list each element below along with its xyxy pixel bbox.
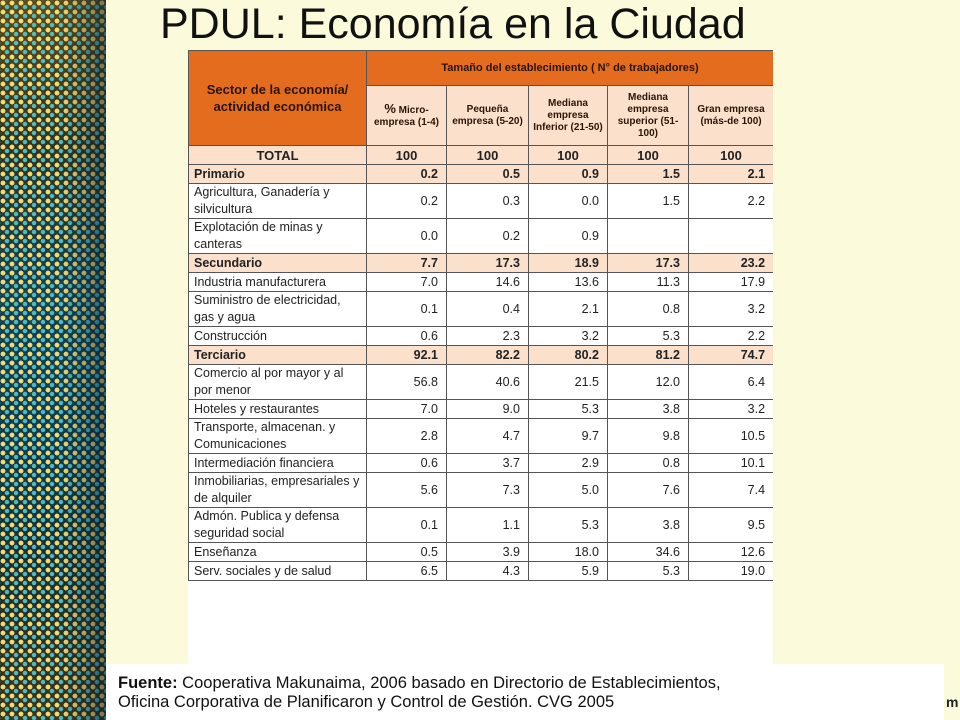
table-cell: 12.0	[608, 365, 689, 400]
row-label: Secundario	[189, 254, 367, 273]
table-row	[189, 454, 774, 473]
table-cell: 5.6	[367, 473, 447, 508]
row-label: Comercio al por mayor y al por menor	[189, 365, 367, 400]
economy-table-container	[188, 50, 773, 672]
row-label: Inmobiliarias, empresariales y de alquiler	[189, 473, 367, 508]
decorative-strip-fade	[60, 0, 106, 720]
table-cell: 92.1	[367, 346, 447, 365]
table-row	[189, 327, 774, 346]
table-cell: 56.8	[367, 365, 447, 400]
table-cell: 4.7	[447, 419, 529, 454]
header-column-2	[529, 86, 608, 146]
table-row-total	[189, 146, 774, 165]
table-cell: 2.1	[689, 165, 774, 184]
table-cell	[689, 219, 774, 254]
row-label: Suministro de electricidad, gas y agua	[189, 292, 367, 327]
table-cell: 5.0	[529, 473, 608, 508]
table-cell: 0.9	[529, 219, 608, 254]
corner-text: m	[946, 694, 959, 710]
header-column-label: Micro-empresa (1-4)	[373, 104, 440, 128]
table-cell: 5.9	[529, 562, 608, 581]
table-cell: 0.5	[447, 165, 529, 184]
table-cell: 18.0	[529, 543, 608, 562]
table-cell: 0.8	[608, 292, 689, 327]
table-cell: 34.6	[608, 543, 689, 562]
header-column-label: Pequeña empresa (5-20)	[452, 103, 523, 127]
header-column-1	[447, 86, 529, 146]
table-cell: 7.3	[447, 473, 529, 508]
slide-title: PDUL: Economía en la Ciudad	[160, 0, 746, 48]
table-cell: 7.0	[367, 273, 447, 292]
row-label: Serv. sociales y de salud	[189, 562, 367, 581]
total-cell: 100	[447, 146, 529, 165]
table-cell: 3.7	[447, 454, 529, 473]
table-cell: 6.4	[689, 365, 774, 400]
table-cell: 5.3	[608, 562, 689, 581]
table-cell: 74.7	[689, 346, 774, 365]
table-cell: 17.9	[689, 273, 774, 292]
header-column-label: Gran empresa (más-de 100)	[697, 103, 765, 127]
table-cell: 81.2	[608, 346, 689, 365]
table-row	[189, 473, 774, 508]
header-column-4	[689, 86, 774, 146]
table-cell: 1.5	[608, 184, 689, 219]
table-cell: 9.7	[529, 419, 608, 454]
source-line-1: Cooperativa Makunaima, 2006 basado en Directorio de Establecimientos,	[177, 674, 721, 692]
table-cell: 3.2	[689, 292, 774, 327]
table-row	[189, 419, 774, 454]
row-label: Enseñanza	[189, 543, 367, 562]
table-cell: 9.0	[447, 400, 529, 419]
table-cell: 0.6	[367, 454, 447, 473]
table-cell: 23.2	[689, 254, 774, 273]
table-cell: 2.2	[689, 184, 774, 219]
table-row-group	[189, 165, 774, 184]
table-row	[189, 562, 774, 581]
table-row	[189, 365, 774, 400]
table-cell	[608, 219, 689, 254]
economy-table	[188, 50, 773, 581]
source-footer	[106, 664, 944, 720]
table-cell: 3.2	[529, 327, 608, 346]
table-cell: 7.6	[608, 473, 689, 508]
table-cell: 0.2	[447, 219, 529, 254]
table-cell: 17.3	[608, 254, 689, 273]
table-cell: 5.3	[608, 327, 689, 346]
row-label: Primario	[189, 165, 367, 184]
table-cell: 12.6	[689, 543, 774, 562]
source-line-2: Oficina Corporativa de Planificaron y Control de Gestión. CVG 2005	[118, 693, 615, 711]
table-cell: 9.8	[608, 419, 689, 454]
table-cell: 0.5	[367, 543, 447, 562]
table-row	[189, 508, 774, 543]
table-cell: 0.0	[367, 219, 447, 254]
table-cell: 1.1	[447, 508, 529, 543]
table-cell: 2.8	[367, 419, 447, 454]
table-row	[189, 400, 774, 419]
table-cell: 13.6	[529, 273, 608, 292]
header-establishment-size: Tamaño del establecimiento ( N° de trabajadores)	[367, 51, 774, 86]
table-cell: 0.8	[608, 454, 689, 473]
table-row-group	[189, 254, 774, 273]
table-cell: 7.4	[689, 473, 774, 508]
table-cell: 3.8	[608, 400, 689, 419]
table-cell: 14.6	[447, 273, 529, 292]
row-label: Explotación de minas y canteras	[189, 219, 367, 254]
header-column-label: Mediana empresa superior (51-100)	[617, 91, 679, 139]
table-cell: 11.3	[608, 273, 689, 292]
table-cell: 2.1	[529, 292, 608, 327]
total-cell: 100	[608, 146, 689, 165]
table-cell: 19.0	[689, 562, 774, 581]
total-cell: 100	[367, 146, 447, 165]
row-label: Transporte, almacenan. y Comunicaciones	[189, 419, 367, 454]
source-text	[118, 674, 948, 712]
table-cell: 21.5	[529, 365, 608, 400]
header-percent-sign: %	[384, 100, 396, 116]
table-cell: 0.4	[447, 292, 529, 327]
table-body	[189, 146, 774, 581]
row-label: Terciario	[189, 346, 367, 365]
table-cell: 5.3	[529, 400, 608, 419]
table-cell: 18.9	[529, 254, 608, 273]
table-cell: 0.3	[447, 184, 529, 219]
table-cell: 7.0	[367, 400, 447, 419]
table-cell: 3.9	[447, 543, 529, 562]
table-cell: 0.2	[367, 165, 447, 184]
table-cell: 0.1	[367, 292, 447, 327]
table-row	[189, 292, 774, 327]
table-row-group	[189, 346, 774, 365]
table-row	[189, 543, 774, 562]
header-column-label: Mediana empresa Inferior (21-50)	[533, 97, 603, 133]
table-cell: 17.3	[447, 254, 529, 273]
table-cell: 40.6	[447, 365, 529, 400]
header-sector: Sector de la economía/ actividad económica	[189, 51, 367, 146]
table-cell: 1.5	[608, 165, 689, 184]
table-cell: 9.5	[689, 508, 774, 543]
row-label: Construcción	[189, 327, 367, 346]
row-label: Industria manufacturera	[189, 273, 367, 292]
table-row	[189, 219, 774, 254]
table-cell: 4.3	[447, 562, 529, 581]
table-cell: 2.2	[689, 327, 774, 346]
total-cell: 100	[689, 146, 774, 165]
source-label: Fuente:	[118, 674, 178, 692]
total-label: TOTAL	[189, 146, 367, 165]
table-row	[189, 184, 774, 219]
total-cell: 100	[529, 146, 608, 165]
table-cell: 0.9	[529, 165, 608, 184]
row-label: Admón. Publica y defensa seguridad social	[189, 508, 367, 543]
table-cell: 6.5	[367, 562, 447, 581]
table-cell: 3.2	[689, 400, 774, 419]
table-cell: 2.9	[529, 454, 608, 473]
table-cell: 7.7	[367, 254, 447, 273]
table-cell: 80.2	[529, 346, 608, 365]
row-label: Hoteles y restaurantes	[189, 400, 367, 419]
table-cell: 0.6	[367, 327, 447, 346]
table-cell: 0.2	[367, 184, 447, 219]
table-cell: 5.3	[529, 508, 608, 543]
table-cell: 0.1	[367, 508, 447, 543]
table-cell: 2.3	[447, 327, 529, 346]
header-column-0	[367, 86, 447, 146]
row-label: Agricultura, Ganadería y silvicultura	[189, 184, 367, 219]
table-cell: 0.0	[529, 184, 608, 219]
header-column-3	[608, 86, 689, 146]
table-cell: 82.2	[447, 346, 529, 365]
row-label: Intermediación financiera	[189, 454, 367, 473]
table-cell: 10.1	[689, 454, 774, 473]
table-row	[189, 273, 774, 292]
table-cell: 10.5	[689, 419, 774, 454]
table-cell: 3.8	[608, 508, 689, 543]
